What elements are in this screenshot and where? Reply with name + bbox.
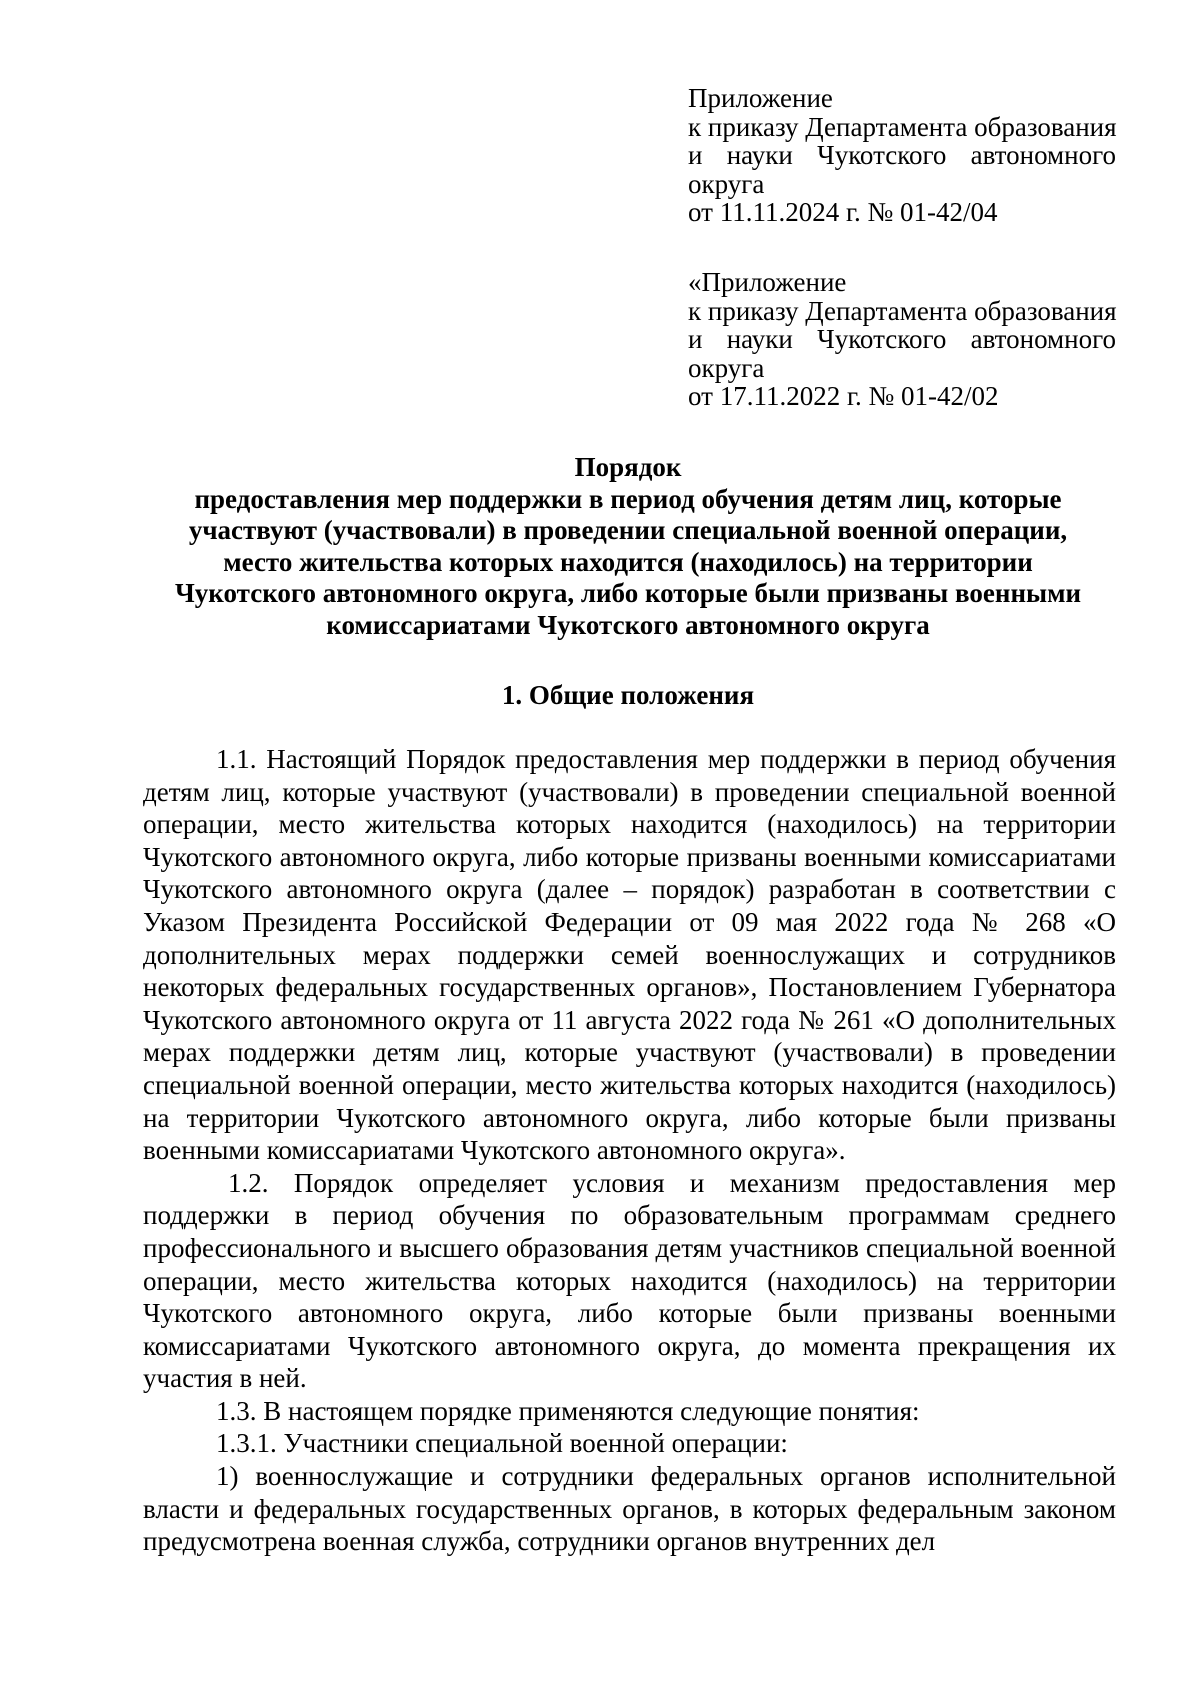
appendix-region-line: округа xyxy=(688,168,765,199)
paragraph-1-3-1: 1.3.1. Участники специальной военной операции: xyxy=(216,1428,788,1459)
appendix-order-line: к приказу Департамента образования xyxy=(688,111,1117,142)
title-line: комиссариатами Чукотского автономного округа xyxy=(326,609,930,640)
title-line: Порядок xyxy=(574,452,682,482)
appendix-department-line: и науки Чукотского автономного xyxy=(688,324,1116,354)
section-heading: 1. Общие положения xyxy=(501,680,755,710)
paragraph-1-2: 1.2. Порядок определяет условия и механизм предоставления мер поддержки в период обучения по образовательным программам среднего профессионального и высшего образования детям участников специальной военной операции, место жительства которых находится (находилось) на территории Чукотского автономного округа, либо которые были призваны военными комиссариатами Чукотского автономного округа, до момента прекращения их участия в ней. xyxy=(143,1167,1116,1394)
paragraph-1-3: 1.3. В настоящем порядке применяются следующие понятия: xyxy=(216,1395,920,1426)
appendix-order-line: к приказу Департамента образования xyxy=(688,295,1117,326)
appendix-block-previous xyxy=(688,268,1116,411)
appendix-block-current xyxy=(688,84,1116,227)
section-body xyxy=(143,743,1116,1558)
appendix-date-number: от 11.11.2024 г. № 01-42/04 xyxy=(688,197,998,227)
title-line: место жительства которых находится (находилось) на территории xyxy=(223,546,1033,577)
paragraph-1-1: 1.1. Настоящий Порядок предоставления мер поддержки в период обучения детям лиц, которые участвуют (участвовали) в проведении специальной военной операции, место жительства которых находится (находилось) на территории Чукотского автономного округа, либо которые призваны военными комиссариатами Чукотского автономного округа (далее – порядок) разработан в соответствии с Указом Президента Российской Федерации от 09 мая 2022 года № 268 «О дополнительных мерах поддержки семей военнослужащих и сотрудников некоторых федеральных государственных органов», Постановлением Губернатора Чукотского автономного округа от 11 августа 2022 года № 261 «О дополнительных мерах поддержки детям лиц, которые участвуют (участвовали) в проведении специальной военной операции, место жительства которых находится (находилось) на территории Чукотского автономного округа, либо которые были призваны военными комиссариатами Чукотского автономного округа». xyxy=(143,744,1116,1166)
title-line: предоставления мер поддержки в период обучения детям лиц, которые xyxy=(194,483,1062,514)
appendix-title: «Приложение xyxy=(688,267,847,297)
title-line: Чукотского автономного округа, либо которые были призваны военными xyxy=(174,578,1082,608)
appendix-date-number: от 17.11.2022 г. № 01-42/02 xyxy=(688,381,999,411)
appendix-title: Приложение xyxy=(688,83,833,113)
title-line: участвуют (участвовали) в проведении специальной военной операции, xyxy=(188,515,1068,545)
list-item-1: 1) военнослужащие и сотрудники федеральных органов исполнительной власти и федеральных государственных органов, в которых федеральным законом предусмотрена военная служба, сотрудники органов внутренних дел xyxy=(143,1461,1116,1557)
document-title xyxy=(140,452,1116,641)
appendix-department-line: и науки Чукотского автономного xyxy=(688,140,1116,170)
appendix-region-line: округа xyxy=(688,352,765,383)
